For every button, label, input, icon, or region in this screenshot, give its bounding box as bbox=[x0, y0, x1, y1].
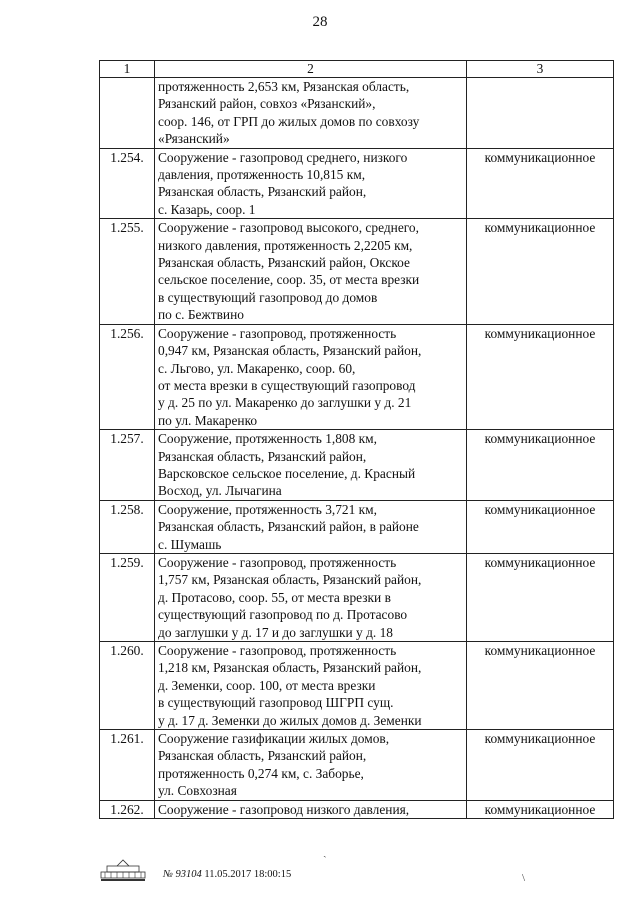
description-line: ул. Совхозная bbox=[158, 783, 237, 799]
row-type bbox=[467, 78, 614, 149]
description-line: Рязанская область, Рязанский район, bbox=[158, 748, 367, 764]
stamp-datetime: 11.05.2017 18:00:15 bbox=[204, 869, 292, 880]
description-line: Варсковское сельское поселение, д. Красный bbox=[158, 465, 416, 481]
row-type: коммуникационное bbox=[467, 500, 614, 553]
property-table bbox=[99, 60, 614, 819]
description-line: Сооружение газификации жилых домов, bbox=[158, 731, 390, 747]
description-line: с. Казарь, соор. 1 bbox=[158, 201, 256, 217]
table-row bbox=[100, 78, 614, 149]
header-col-1: 1 bbox=[100, 61, 155, 78]
row-number bbox=[100, 78, 155, 149]
description-line: 1,218 км, Рязанская область, Рязанский район, bbox=[158, 660, 422, 676]
description-line: Рязанская область, Рязанский район, bbox=[158, 184, 367, 200]
scan-speck: ˎ bbox=[323, 846, 327, 858]
row-type: коммуникационное bbox=[467, 553, 614, 641]
row-type: коммуникационное bbox=[467, 148, 614, 219]
description-line: у д. 17 д. Земенки до жилых домов д. Земенки bbox=[158, 712, 422, 728]
description-line: до заглушки у д. 17 и до заглушки у д. 18 bbox=[158, 624, 393, 640]
description-line: по с. Бежтвино bbox=[158, 307, 244, 323]
header-col-3: 3 bbox=[467, 61, 614, 78]
row-number: 1.258. bbox=[100, 500, 155, 553]
row-type: коммуникационное bbox=[467, 800, 614, 818]
row-description bbox=[155, 500, 467, 553]
row-description bbox=[155, 324, 467, 429]
description-line: соор. 146, от ГРП до жилых домов по совхозу bbox=[158, 113, 420, 129]
table-row bbox=[100, 430, 614, 501]
row-description bbox=[155, 553, 467, 641]
row-number: 1.260. bbox=[100, 642, 155, 730]
row-type: коммуникационное bbox=[467, 219, 614, 324]
page-number: 28 bbox=[312, 14, 328, 30]
row-number: 1.261. bbox=[100, 730, 155, 801]
table-row bbox=[100, 500, 614, 553]
row-description bbox=[155, 430, 467, 501]
description-line: от места врезки в существующий газопровод bbox=[158, 377, 416, 393]
description-line: давления, протяженность 10,815 км, bbox=[158, 167, 366, 183]
row-number: 1.262. bbox=[100, 800, 155, 818]
table-row bbox=[100, 730, 614, 801]
description-line: д. Земенки, соор. 100, от места врезки bbox=[158, 677, 376, 693]
header-col-2: 2 bbox=[155, 61, 467, 78]
description-line: д. Протасово, соор. 55, от места врезки в bbox=[158, 589, 391, 605]
table-header-row bbox=[100, 61, 614, 78]
row-type: коммуникационное bbox=[467, 642, 614, 730]
description-line: протяженность 2,653 км, Рязанская область, bbox=[158, 79, 410, 94]
description-line: у д. 25 по ул. Макаренко до заглушки у д. 21 bbox=[158, 395, 412, 411]
description-line: Рязанская область, Рязанский район, в районе bbox=[158, 519, 419, 535]
description-line: протяженность 0,274 км, с. Заборье, bbox=[158, 765, 364, 781]
row-type: коммуникационное bbox=[467, 430, 614, 501]
description-line: 1,757 км, Рязанская область, Рязанский район, bbox=[158, 572, 422, 588]
row-number: 1.257. bbox=[100, 430, 155, 501]
description-line: Сооружение - газопровод высокого, среднего, bbox=[158, 220, 419, 236]
description-line: в существующий газопровод до домов bbox=[158, 289, 378, 305]
description-line: Рязанская область, Рязанский район, bbox=[158, 448, 367, 464]
document-stamp bbox=[163, 869, 291, 880]
row-description bbox=[155, 219, 467, 324]
description-line: существующий газопровод по д. Протасово bbox=[158, 607, 408, 623]
row-number: 1.256. bbox=[100, 324, 155, 429]
table-row bbox=[100, 324, 614, 429]
description-line: Сооружение - газопровод, протяженность bbox=[158, 554, 397, 570]
row-description bbox=[155, 800, 467, 818]
description-line: Рязанская область, Рязанский район, Окское bbox=[158, 255, 410, 271]
table-row bbox=[100, 800, 614, 818]
table-row bbox=[100, 219, 614, 324]
row-type: коммуникационное bbox=[467, 324, 614, 429]
row-description bbox=[155, 642, 467, 730]
description-line: по ул. Макаренко bbox=[158, 412, 258, 428]
description-line: Сооружение, протяженность 3,721 км, bbox=[158, 501, 377, 517]
row-number: 1.255. bbox=[100, 219, 155, 324]
row-number: 1.259. bbox=[100, 553, 155, 641]
row-description bbox=[155, 78, 467, 149]
description-line: «Рязанский» bbox=[158, 131, 230, 147]
description-line: с. Шумашь bbox=[158, 536, 222, 552]
description-line: Сооружение, протяженность 1,808 км, bbox=[158, 431, 377, 447]
table-row bbox=[100, 642, 614, 730]
stamp-number: № 93104 bbox=[163, 869, 202, 880]
description-line: Сооружение - газопровод, протяженность bbox=[158, 643, 397, 658]
scan-speck: \ bbox=[522, 872, 526, 884]
row-description bbox=[155, 148, 467, 219]
table-row bbox=[100, 553, 614, 641]
description-line: Сооружение - газопровод низкого давления, bbox=[158, 801, 410, 817]
table-row bbox=[100, 148, 614, 219]
description-line: в существующий газопровод ШГРП сущ. bbox=[158, 695, 394, 711]
description-line: 0,947 км, Рязанская область, Рязанский район, bbox=[158, 343, 422, 359]
description-line: Сооружение - газопровод среднего, низкого bbox=[158, 149, 408, 165]
description-line: с. Льгово, ул. Макаренко, соор. 60, bbox=[158, 360, 356, 376]
description-line: низкого давления, протяженность 2,2205 км, bbox=[158, 237, 413, 253]
description-line: Рязанский район, совхоз «Рязанский», bbox=[158, 96, 376, 112]
description-line: Сооружение - газопровод, протяженность bbox=[158, 325, 397, 341]
ministry-building-logo bbox=[99, 858, 147, 882]
row-description bbox=[155, 730, 467, 801]
row-type: коммуникационное bbox=[467, 730, 614, 801]
description-line: Восход, ул. Лычагина bbox=[158, 483, 282, 499]
description-line: сельское поселение, соор. 35, от места врезки bbox=[158, 272, 420, 288]
row-number: 1.254. bbox=[100, 148, 155, 219]
